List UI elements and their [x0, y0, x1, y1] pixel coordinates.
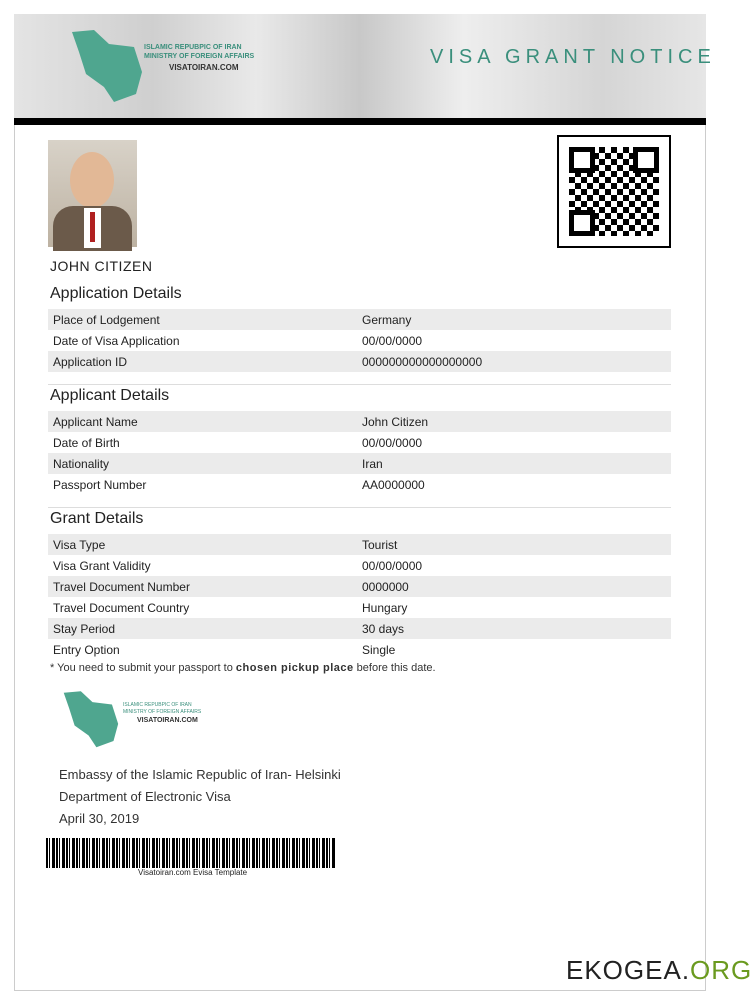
note-emphasis: chosen pickup place: [235, 662, 354, 674]
footer-logo-line2: MINISTRY OF FOREIGN AFFAIRS: [123, 709, 202, 715]
barcode-text: Visatoiran.com Evisa Template: [138, 868, 248, 877]
logo-line3: VISATOIRAN.COM: [169, 63, 239, 72]
table-row: [48, 453, 671, 474]
row-value: Iran: [362, 456, 383, 471]
section-divider: [48, 507, 671, 508]
note-suffix: before this date.: [353, 662, 436, 674]
applicant-details-section: [48, 387, 671, 495]
table-row: [48, 618, 671, 639]
logo-line1: ISLAMIC REPUBPIC OF IRAN: [144, 44, 242, 51]
row-value: 00/00/0000: [362, 435, 423, 450]
row-value: 0000000: [362, 579, 409, 594]
row-label: Visa Grant Validity: [53, 558, 151, 573]
row-label: Place of Lodgement: [53, 312, 160, 327]
embassy-name: Embassy of the Islamic Republic of Iran- Helsinki: [59, 767, 341, 782]
footer-logo-line1: ISLAMIC REPUBPIC OF IRAN: [123, 702, 192, 708]
row-value: 00/00/0000: [362, 333, 423, 348]
header-divider: [14, 118, 706, 125]
section-divider: [48, 384, 671, 385]
row-label: Date of Visa Application: [53, 333, 180, 348]
row-label: Travel Document Number: [53, 579, 190, 594]
footer-logo-line3: VISATOIRAN.COM: [137, 717, 198, 724]
table-row: [48, 576, 671, 597]
row-value: Tourist: [362, 537, 398, 552]
row-value: AA0000000: [362, 477, 425, 492]
row-label: Visa Type: [53, 537, 106, 552]
row-label: Entry Option: [53, 642, 120, 657]
applicant-name-heading: JOHN CITIZEN: [50, 258, 153, 274]
row-label: Travel Document Country: [53, 600, 190, 615]
row-value: Hungary: [362, 600, 408, 615]
table-row: [48, 330, 671, 351]
table-row: [48, 309, 671, 330]
barcode: [46, 838, 336, 868]
logo-line2: MINISTRY OF FOREIGN AFFAIRS: [144, 53, 255, 60]
iran-map-icon: [55, 685, 130, 755]
table-row: [48, 534, 671, 555]
watermark: [566, 955, 752, 986]
table-row: [48, 351, 671, 372]
row-value: 30 days: [362, 621, 405, 636]
row-value: Single: [362, 642, 396, 657]
watermark-part1: EKOGEA.: [566, 955, 691, 985]
note-prefix: * You need to submit your passport to: [50, 662, 236, 674]
table-row: [48, 555, 671, 576]
table-row: [48, 639, 671, 660]
row-label: Date of Birth: [53, 435, 120, 450]
row-value: John Citizen: [362, 414, 429, 429]
department-name: Department of Electronic Visa: [59, 789, 231, 804]
application-details-section: [48, 285, 671, 372]
page-title: VISA GRANT NOTICE: [430, 46, 716, 68]
row-label: Stay Period: [53, 621, 116, 636]
iran-map-icon: [64, 22, 154, 112]
row-value: 000000000000000000: [362, 354, 483, 369]
applicant-photo: [48, 140, 137, 247]
table-row: [48, 597, 671, 618]
grant-details-section: [48, 510, 671, 660]
table-row: [48, 432, 671, 453]
row-label: Passport Number: [53, 477, 147, 492]
footer-logo: [55, 685, 225, 757]
row-value: 00/00/0000: [362, 558, 423, 573]
watermark-part2: ORG: [690, 955, 752, 985]
section-title: Grant Details: [50, 510, 144, 527]
row-label: Applicant Name: [53, 414, 138, 429]
table-row: [48, 474, 671, 495]
row-value: Germany: [362, 312, 412, 327]
section-title: Application Details: [50, 285, 182, 302]
row-label: Nationality: [53, 456, 110, 471]
issue-date: April 30, 2019: [59, 811, 140, 826]
section-title: Applicant Details: [50, 387, 170, 404]
table-row: [48, 411, 671, 432]
qr-code: [557, 135, 671, 248]
passport-note: [50, 662, 436, 674]
row-label: Application ID: [53, 354, 128, 369]
